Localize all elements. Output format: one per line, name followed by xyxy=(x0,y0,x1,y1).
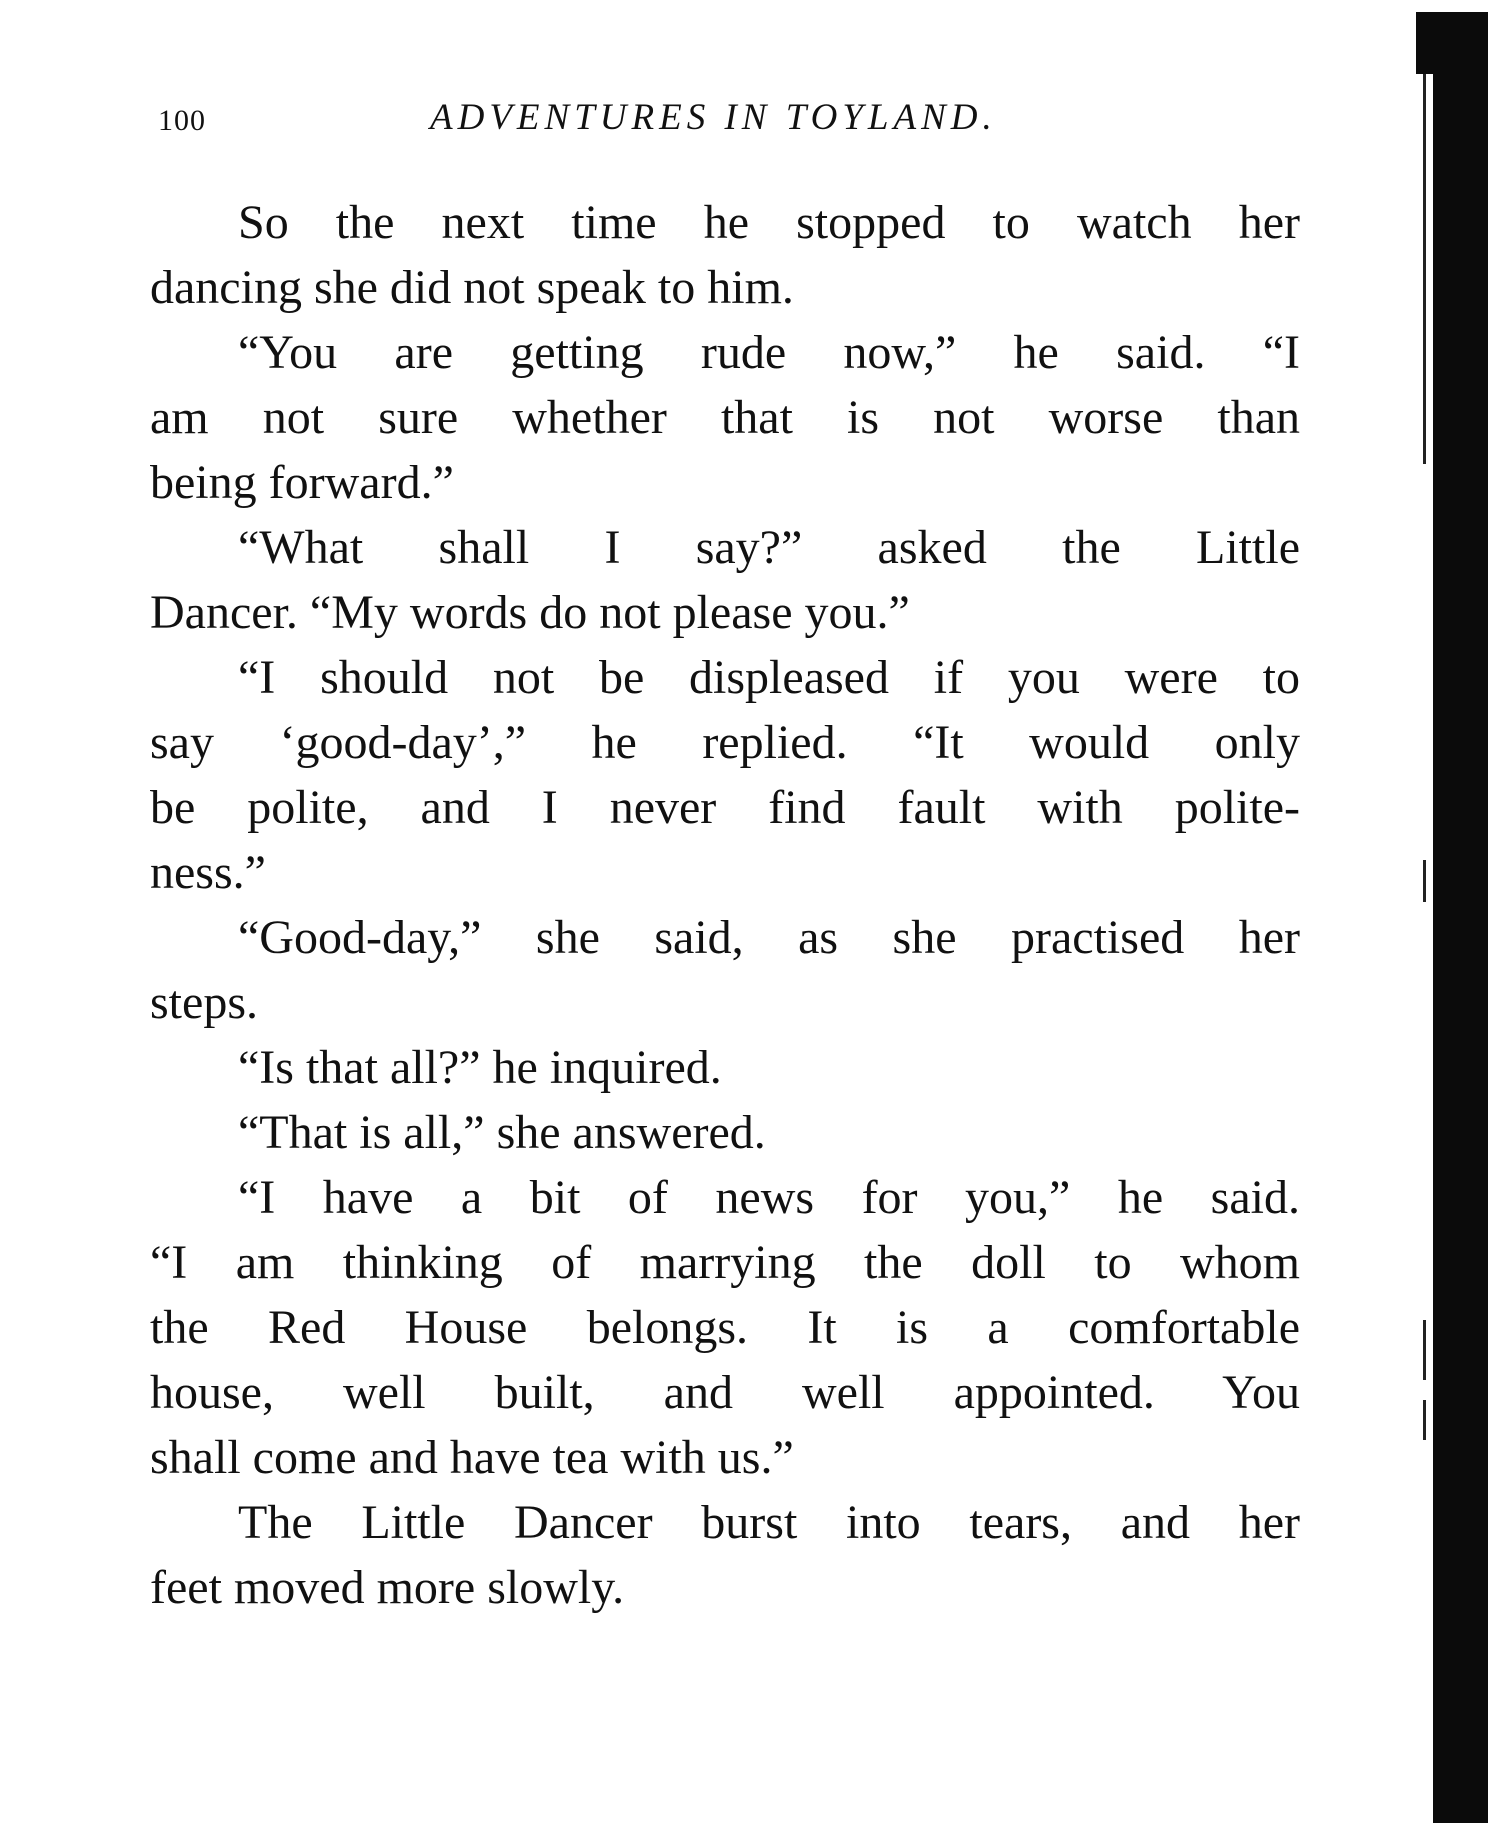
text-line: “What shall I say?” asked the Little xyxy=(238,521,1300,574)
body-text xyxy=(150,190,1300,1620)
scan-edge-mark xyxy=(1423,860,1426,902)
text-line: shall come and have tea with us.” xyxy=(150,1431,794,1484)
scan-edge-mark xyxy=(1423,1400,1426,1440)
text-line: “I have a bit of news for you,” he said. xyxy=(238,1171,1300,1224)
scan-edge-notch xyxy=(1416,12,1436,74)
text-line: being forward.” xyxy=(150,456,454,509)
text-line: “Good-day,” she said, as she practised her xyxy=(238,911,1300,964)
text-line: dancing she did not speak to him. xyxy=(150,261,794,314)
text-line: So the next time he stopped to watch her xyxy=(238,196,1300,249)
text-line: be polite, and I never find fault with polite- xyxy=(150,781,1300,834)
page-number: 100 xyxy=(158,104,206,137)
text-line: “That is all,” she answered. xyxy=(238,1106,766,1159)
text-line: steps. xyxy=(150,976,258,1029)
text-line: ness.” xyxy=(150,846,266,899)
text-line: say ‘good-day’,” he replied. “It would only xyxy=(150,716,1300,769)
text-line: “You are getting rude now,” he said. “I xyxy=(238,326,1300,379)
text-line: Dancer. “My words do not please you.” xyxy=(150,586,910,639)
text-line: The Little Dancer burst into tears, and her xyxy=(238,1496,1300,1549)
running-title: ADVENTURES IN TOYLAND. xyxy=(430,97,997,138)
text-line: the Red House belongs. It is a comfortable xyxy=(150,1301,1300,1354)
scan-edge-mark xyxy=(1423,1320,1426,1380)
text-line: house, well built, and well appointed. You xyxy=(150,1366,1300,1419)
text-line: “Is that all?” he inquired. xyxy=(238,1041,722,1094)
text-line: “I am thinking of marrying the doll to whom xyxy=(150,1236,1300,1289)
running-head xyxy=(0,96,1488,146)
scan-edge-shadow xyxy=(1433,12,1488,1823)
text-line: “I should not be displeased if you were to xyxy=(238,651,1300,704)
text-line: am not sure whether that is not worse than xyxy=(150,391,1300,444)
text-line: feet moved more slowly. xyxy=(150,1561,625,1614)
